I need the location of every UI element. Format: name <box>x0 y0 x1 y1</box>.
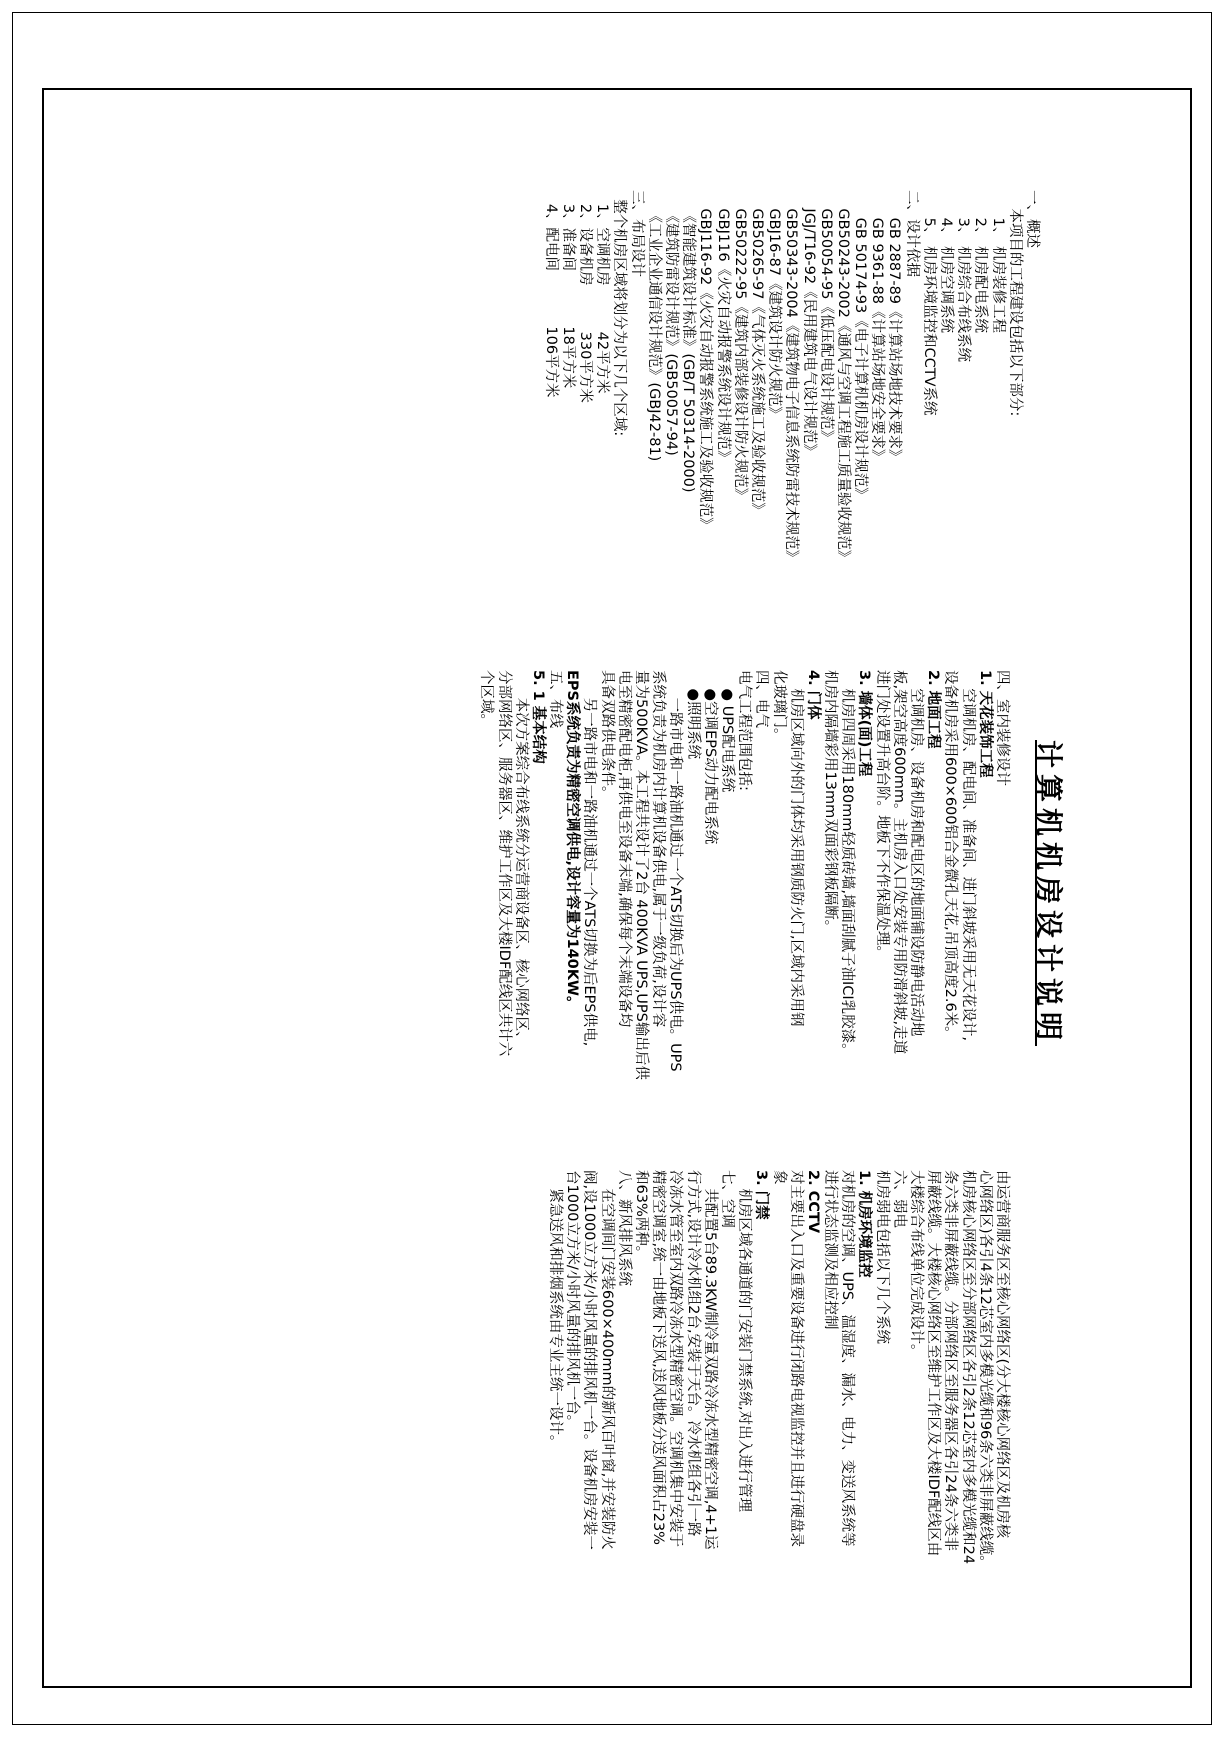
text-line: 一、概述 <box>1024 190 1040 248</box>
text-line: GB 2887-89《计算站场地技术要求》 <box>886 190 903 464</box>
text-line: 4. 门体 <box>804 670 821 720</box>
text-line: 屏蔽线缆。大楼核心网络区至维护工作区及大楼IDF配线区由 <box>925 1170 942 1557</box>
text-line: 大楼综合布线单位完成设计。 <box>908 1170 925 1359</box>
text-line: 空调机房、配电间、准备间、进门斜坡采用无天花设计, <box>959 670 976 1042</box>
text-line: 4、 机房空调系统 <box>938 190 955 333</box>
text-line: 3. 墙体(面)工程 <box>856 670 873 777</box>
text-line: 电至精密配电柜,再供电至设备末端,确保每个末端设备均 <box>615 670 632 1028</box>
text-line: 机房区域各通道的门安装门禁系统,对出入进行管理 <box>736 1170 753 1513</box>
text-line: 四、室内装修设计 <box>994 670 1010 786</box>
text-line: 机房区域向外的门体均采用钢质防火门,区域内采用钢 <box>787 670 804 1027</box>
text-line: ●照明系统 <box>684 670 701 760</box>
text-line: 3、准备间 18平方米 <box>559 190 576 389</box>
text-line: 化玻璃门。 <box>770 670 787 743</box>
text-line: 1、空调机房 42平方米 <box>594 190 611 394</box>
text-line: GB50243-2002《通风与空调工程施工质量验收规范》 <box>834 190 851 565</box>
text-line: 进门处设置升高台阶。地板下不作保温处理。 <box>873 670 890 960</box>
text-line: 三、布局设计 <box>628 190 645 277</box>
text-line: 四、电气 <box>753 670 770 728</box>
text-line: GBJ16-87《建筑设计防火规范》 <box>766 190 783 422</box>
text-line: 机房四周采用180mm轻质砖墙,墙面刮腻子油ICI乳胶漆。 <box>839 670 856 1058</box>
text-line: 对机房的空调、UPS、温湿度、漏水、电力、变送风系统等 <box>839 1170 856 1547</box>
text-line: 电气工程范围包括: <box>736 670 753 791</box>
text-line: 个区域。 <box>478 670 495 728</box>
text-line: 条六类非屏蔽线缆。分部网络区至服务器区各引24条六类非 <box>942 1170 959 1551</box>
text-line: 本项目的工程建设包括以下部分: <box>1006 190 1023 417</box>
text-line: GB50054-95《低压配电设计规范》 <box>817 190 834 445</box>
text-line: 3. 门禁 <box>753 1170 770 1220</box>
text-line: 《智能建筑设计标准》(GB/T 50314-2000) <box>680 190 697 493</box>
column-left <box>542 190 1040 564</box>
text-line: 冷冻水管至室内双路冷冻水型精密空调。空调机集中安装于 <box>667 1170 684 1547</box>
text-line: 4、配电间 106平方米 <box>542 190 559 398</box>
text-line: 共配置5台89.3KW制冷量双路冷冻水型精密空调,4+1运 <box>701 1170 718 1550</box>
text-line: 3、 机房综合布线系统 <box>955 190 972 362</box>
text-line: EPS系统负责为精密空调供电,设计容量为140KW。 <box>564 670 581 1011</box>
column-right <box>546 1170 1010 1570</box>
text-line: 分部网络区、服务器区、维护工作区及大楼IDF配线区共计六 <box>495 670 512 1057</box>
text-line: 2. 地面工程 <box>925 670 942 749</box>
text-line: GBJ116-92《火灾自动报警系统施工及验收规范》 <box>697 190 714 532</box>
text-line: JGJ/T16-92《民用建筑电气设计规范》 <box>800 190 817 459</box>
text-line: 七、空调 <box>719 1170 735 1228</box>
text-line: 另一路市电和一路油机通过一个ATS切换为后EPS供电, <box>581 670 598 1047</box>
text-line: 5. 1 基本结构 <box>529 670 546 764</box>
text-line: 象 <box>770 1170 787 1185</box>
text-line: 2. CCTV <box>804 1170 821 1234</box>
text-line: 在空调间门安装600×400mm的新风百叶窗,并安装防火 <box>598 1170 615 1550</box>
text-line: 2、设备机房 330平方米 <box>577 190 594 403</box>
text-line: 由运营商服务区至核心网络区(分大楼核心网络区及机房核 <box>994 1170 1010 1539</box>
text-line: GB 9361-88《计算站场地安全要求》 <box>869 190 886 464</box>
text-line: 整个机房区域将划分为以下几个区域: <box>611 190 628 437</box>
text-line: GB50343-2004《建筑物电子信息系统防雷技术规范》 <box>783 190 800 565</box>
text-line: 《建筑防雷设计规范》(GB50057-94) <box>663 190 680 456</box>
text-line: 行方式,设计冷水机组2台,安装于天台。冷水机组各引一路 <box>684 1170 701 1537</box>
text-line: 精密空调室,统一由地板下送风,送风地板分送风面积占23% <box>650 1170 667 1545</box>
text-line: 5、 机房环境监控和CCTV系统 <box>920 190 937 416</box>
text-line: 本次方案综合布线系统分运营商设备区、核心网络区、 <box>512 670 529 1046</box>
text-line: 《工业企业通信设计规范》(GBJ42-81) <box>645 190 662 462</box>
text-line: 系统负责为机房内计算机设备供电,属于一级负荷,设计容 <box>650 670 667 1028</box>
text-line: 对主要出入口及重要设备进行闭路电视监控并且进行硬盘录 <box>787 1170 804 1547</box>
text-line: GB50265-97《气体灭火系统施工及验收规范》 <box>749 190 765 517</box>
text-line: 1、 机房装修工程 <box>989 190 1006 333</box>
rotated-sheet <box>110 170 1110 1630</box>
text-line: 机房核心网络区至分部网络区各引2条12芯室内多模光缆和24 <box>959 1170 976 1565</box>
text-line: 五、布线 <box>547 670 564 728</box>
text-line: 机房弱电包括以下几个系统 <box>873 1170 890 1344</box>
text-line: 八、新风排风系统 <box>615 1170 632 1286</box>
text-line: GBJ116《火灾自动报警系统设计规范》 <box>714 190 731 465</box>
text-line: 进行状态监测及相应控制 <box>822 1170 839 1330</box>
text-line: 紧急送风和排烟系统由专业主统一设计。 <box>547 1170 564 1450</box>
text-line: 具备双路供电条件。 <box>598 670 615 801</box>
text-line: 和63%两种。 <box>633 1170 650 1261</box>
text-line: 板,架空高度600mm。主机房入口处安装专用防滑斜坡,走道 <box>890 670 907 1055</box>
text-line: GB 50174-93《电子计算机机房设计规范》 <box>852 190 869 502</box>
text-line: 六、弱电 <box>890 1170 907 1228</box>
column-middle <box>477 670 1010 1080</box>
text-line: ● UPS配电系统 <box>719 670 735 793</box>
text-line: ●空调EPS动力配电系统 <box>701 670 718 845</box>
text-line: 空调机房、设备机房和配电区的地面铺设防静电活动地 <box>908 670 925 1037</box>
page-title: 计算机机房设计说明 <box>1032 740 1065 1047</box>
text-line: 1. 天花装饰工程 <box>976 670 993 778</box>
text-line: 机房内隔墙彩用13mm双面彩钢板隔断。 <box>822 670 839 935</box>
text-line: 量为500KVA。本工程共设计了2台 400KVA UPS,UPS输出后供 <box>633 670 650 1080</box>
text-line: 1. 机房环境监控 <box>856 1170 873 1278</box>
text-line: 台1000立方米/小时风量的排风机一台。 <box>564 1170 581 1430</box>
text-line: 2、 机房配电系统 <box>972 190 989 333</box>
text-line: 心网络区)各引4条12芯室内多模光缆和96条六类非屏蔽线缆。 <box>976 1170 993 1570</box>
text-line: GB50222-95《建筑内部装修设计防火规范》 <box>731 190 748 503</box>
text-line: 设备机房采用600×600铝合金微孔天花,吊顶高度2.6米。 <box>942 670 959 1041</box>
text-line: 二、设计依据 <box>903 190 920 277</box>
text-line: 一路市电和一路油机通过一个ATS切换后为UPS供电。UPS <box>667 670 684 1072</box>
text-line: 阀,设1000立方米/小时风量的排风机一台。设备机房安装一 <box>581 1170 598 1550</box>
